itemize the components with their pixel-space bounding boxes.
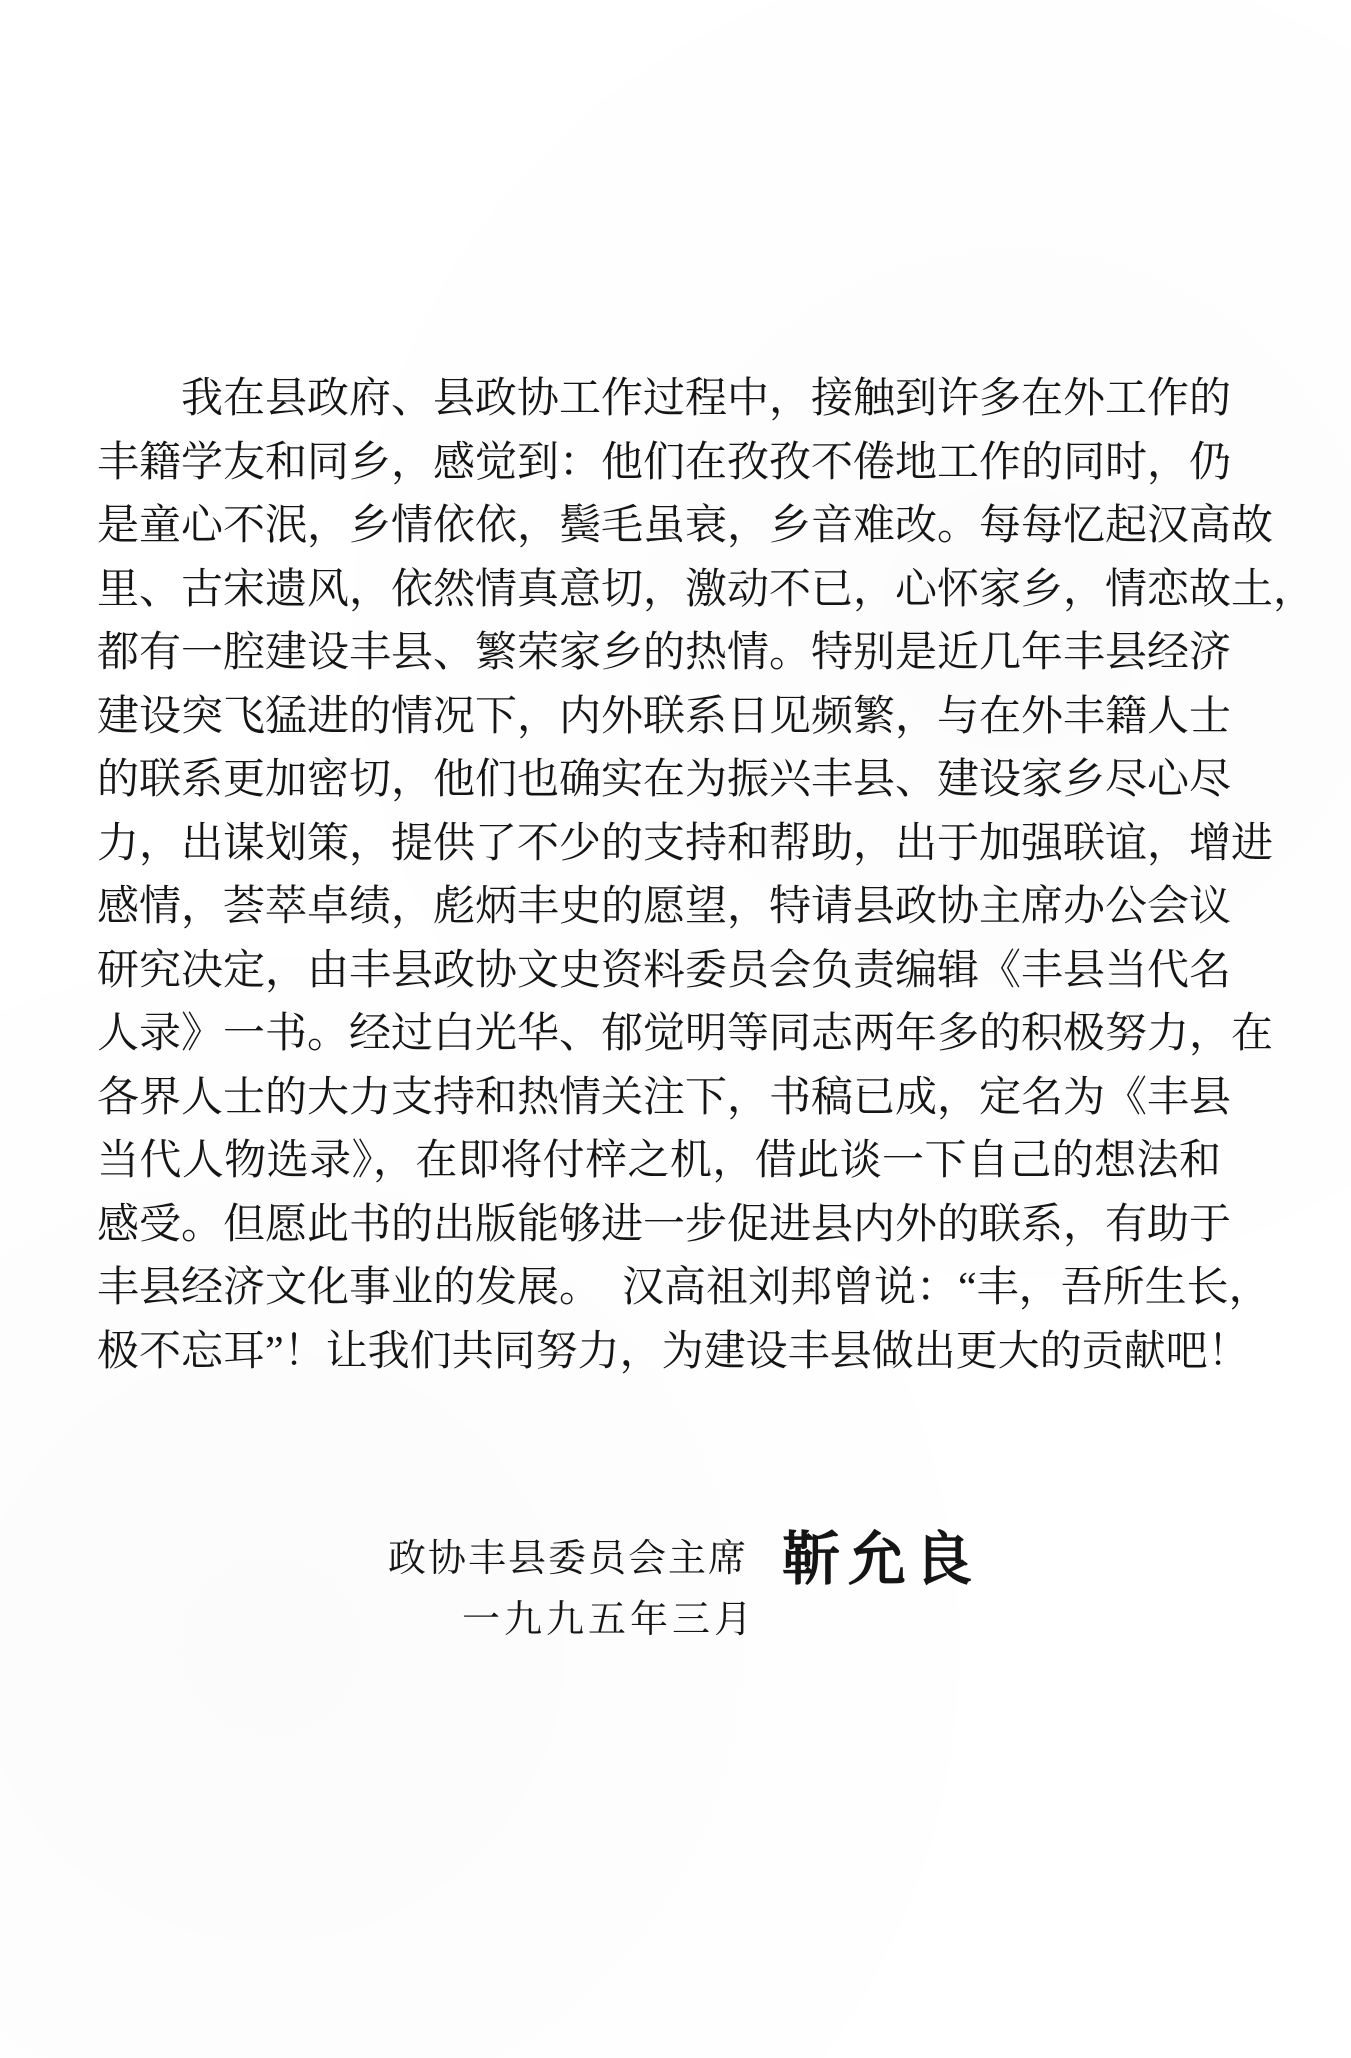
- paragraph-line: 力，出谋划策，提供了不少的支持和帮助，出于加强联谊，增进: [97, 820, 1274, 867]
- paragraph-line: 人录》一书。经过白光华、郁觉明等同志两年多的积极努力，在: [97, 1011, 1274, 1057]
- paragraph-line: 我在县政府、县政协工作过程中，接触到许多在外工作的: [181, 376, 1232, 422]
- signature-block: [388, 1512, 980, 1596]
- paragraph-line: 建设突飞猛进的情况下，内外联系日见频繁，与在外丰籍人士: [97, 693, 1232, 740]
- paragraph-line: 丰籍学友和同乡，感觉到：他们在孜孜不倦地工作的同时，仍: [97, 439, 1232, 486]
- paragraph-line: 极不忘耳”！让我们共同努力，为建设丰县做出更大的贡献吧！: [97, 1328, 1250, 1375]
- signature-title: 政协丰县委员会主席: [388, 1537, 749, 1580]
- paragraph-line: 当代人物选录》，在即将付梓之机，借此谈一下自己的想法和: [97, 1138, 1221, 1184]
- paragraph-line: 丰县经济文化事业的发展。 汉高祖刘邦曾说：“丰，吾所生长，: [97, 1265, 1271, 1311]
- paragraph-line: 各界人士的大力支持和热情关注下，书稿已成，定名为《丰县: [97, 1074, 1232, 1121]
- preface-paragraph: [97, 368, 1316, 1384]
- paragraph-line: 里、古宋遗风，依然情真意切，激动不已，心怀家乡，情恋故土，: [97, 566, 1316, 613]
- paragraph-line: 都有一腔建设丰县、繁荣家乡的热情。特别是近几年丰县经济: [97, 630, 1232, 676]
- paragraph-line: 感受。但愿此书的出版能够进一步促进县内外的联系，有助于: [97, 1201, 1232, 1248]
- signature-date: 一九九五年三月: [462, 1599, 757, 1641]
- paragraph-line: 的联系更加密切，他们也确实在为振兴丰县、建设家乡尽心尽: [97, 757, 1232, 803]
- paragraph-line: 感情，荟萃卓绩，彪炳丰史的愿望，特请县政协主席办公会议: [97, 884, 1232, 930]
- paragraph-line: 研究决定，由丰县政协文史资料委员会负责编辑《丰县当代名: [97, 947, 1232, 994]
- signature-name: 靳允良: [782, 1527, 981, 1592]
- paragraph-line: 是童心不泯，乡情依依，鬓毛虽衰，乡音难改。每每忆起汉高故: [97, 503, 1274, 549]
